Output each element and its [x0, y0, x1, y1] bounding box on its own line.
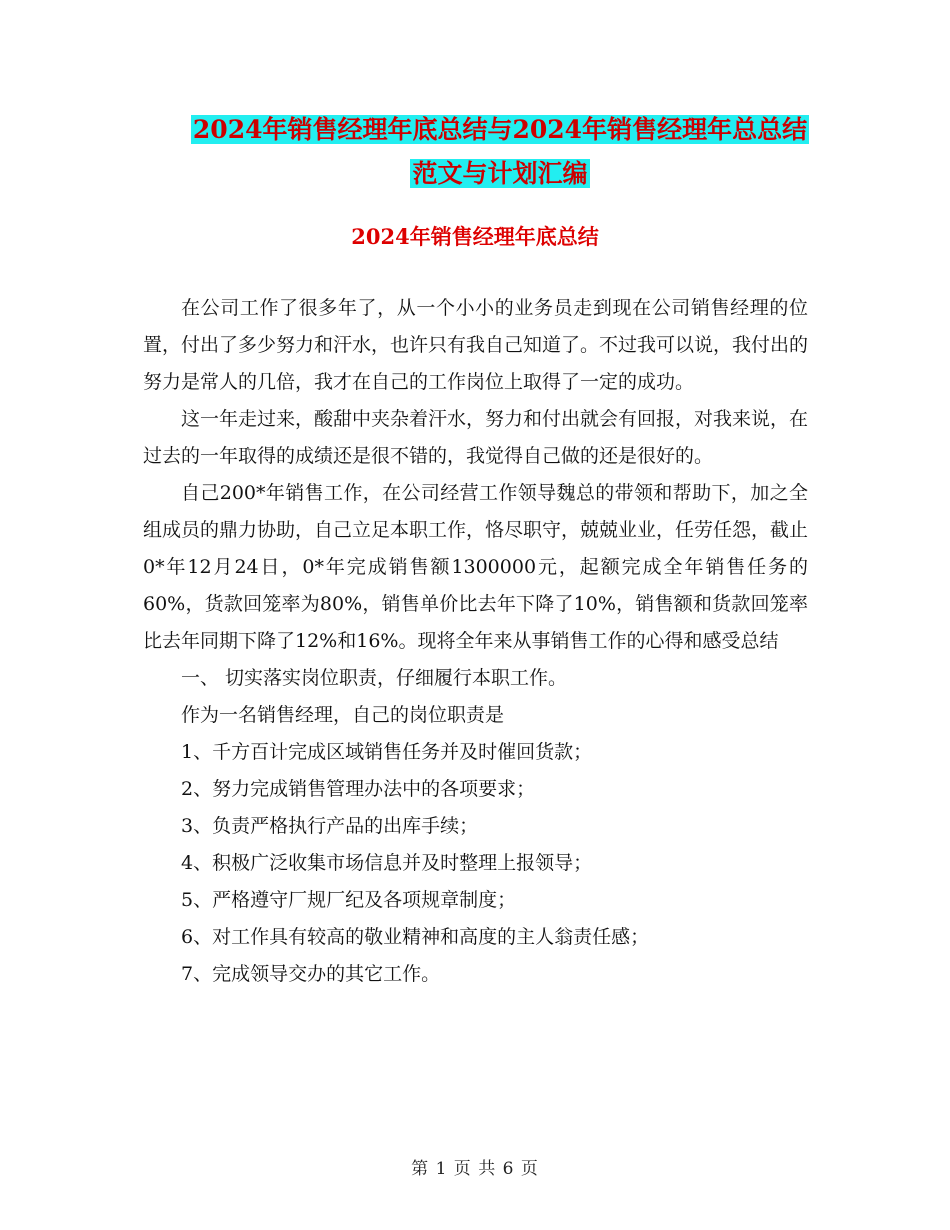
list-item: 4、积极广泛收集市场信息并及时整理上报领导；	[181, 852, 593, 874]
list-item: 1、千方百计完成区域销售任务并及时催回货款；	[181, 741, 593, 763]
list-item: 3、负责严格执行产品的出库手续；	[181, 815, 479, 837]
list-item: 6、对工作具有较高的敬业精神和高度的主人翁责任感；	[181, 926, 650, 948]
list-intro: 作为一名销售经理，自己的岗位职责是	[181, 704, 505, 726]
list-item: 5、严格遵守厂规厂纪及各项规章制度；	[181, 889, 517, 911]
list-item: 7、完成领导交办的其它工作。	[181, 963, 441, 985]
document-body	[143, 290, 808, 993]
paragraph: 在公司工作了很多年了，从一个小小的业务员走到现在公司销售经理的位置，付出了多少努力和汗水，也许只有我自己知道了。不过我可以说，我付出的努力是常人的几倍，我才在自己的工作岗位上取得了一定的成功。	[143, 297, 809, 393]
document-title-line-2	[100, 157, 900, 191]
section-heading: 2024年销售经理年底总结	[351, 224, 599, 249]
title-highlight: 2024年销售经理年底总结与2024年销售经理年总总结	[192, 115, 808, 144]
page-number-footer: 第 1 页 共 6 页	[411, 1159, 539, 1179]
list-heading: 一、 切实落实岗位职责，仔细履行本职工作。	[181, 667, 568, 689]
paragraph: 这一年走过来，酸甜中夹杂着汗水，努力和付出就会有回报，对我来说，在过去的一年取得的成绩还是很不错的，我觉得自己做的还是很好的。	[143, 408, 809, 467]
document-title-line-1	[100, 113, 900, 147]
list-item: 2、努力完成销售管理办法中的各项要求；	[181, 778, 536, 800]
title-highlight: 范文与计划汇编	[412, 159, 588, 188]
paragraph: 自己200*年销售工作，在公司经营工作领导魏总的带领和帮助下，加之全组成员的鼎力协助，自己立足本职工作，恪尽职守，兢兢业业，任劳任怨，截止0*年12月24日，0*年完成销售额1300000元，起额完成全年销售任务的60%，货款回笼率为80%，销售单价比去年下降了10%，销售额和货款回笼率比去年同期下降了12%和16%。现将全年来从事销售工作的心得和感受总结	[143, 482, 809, 652]
